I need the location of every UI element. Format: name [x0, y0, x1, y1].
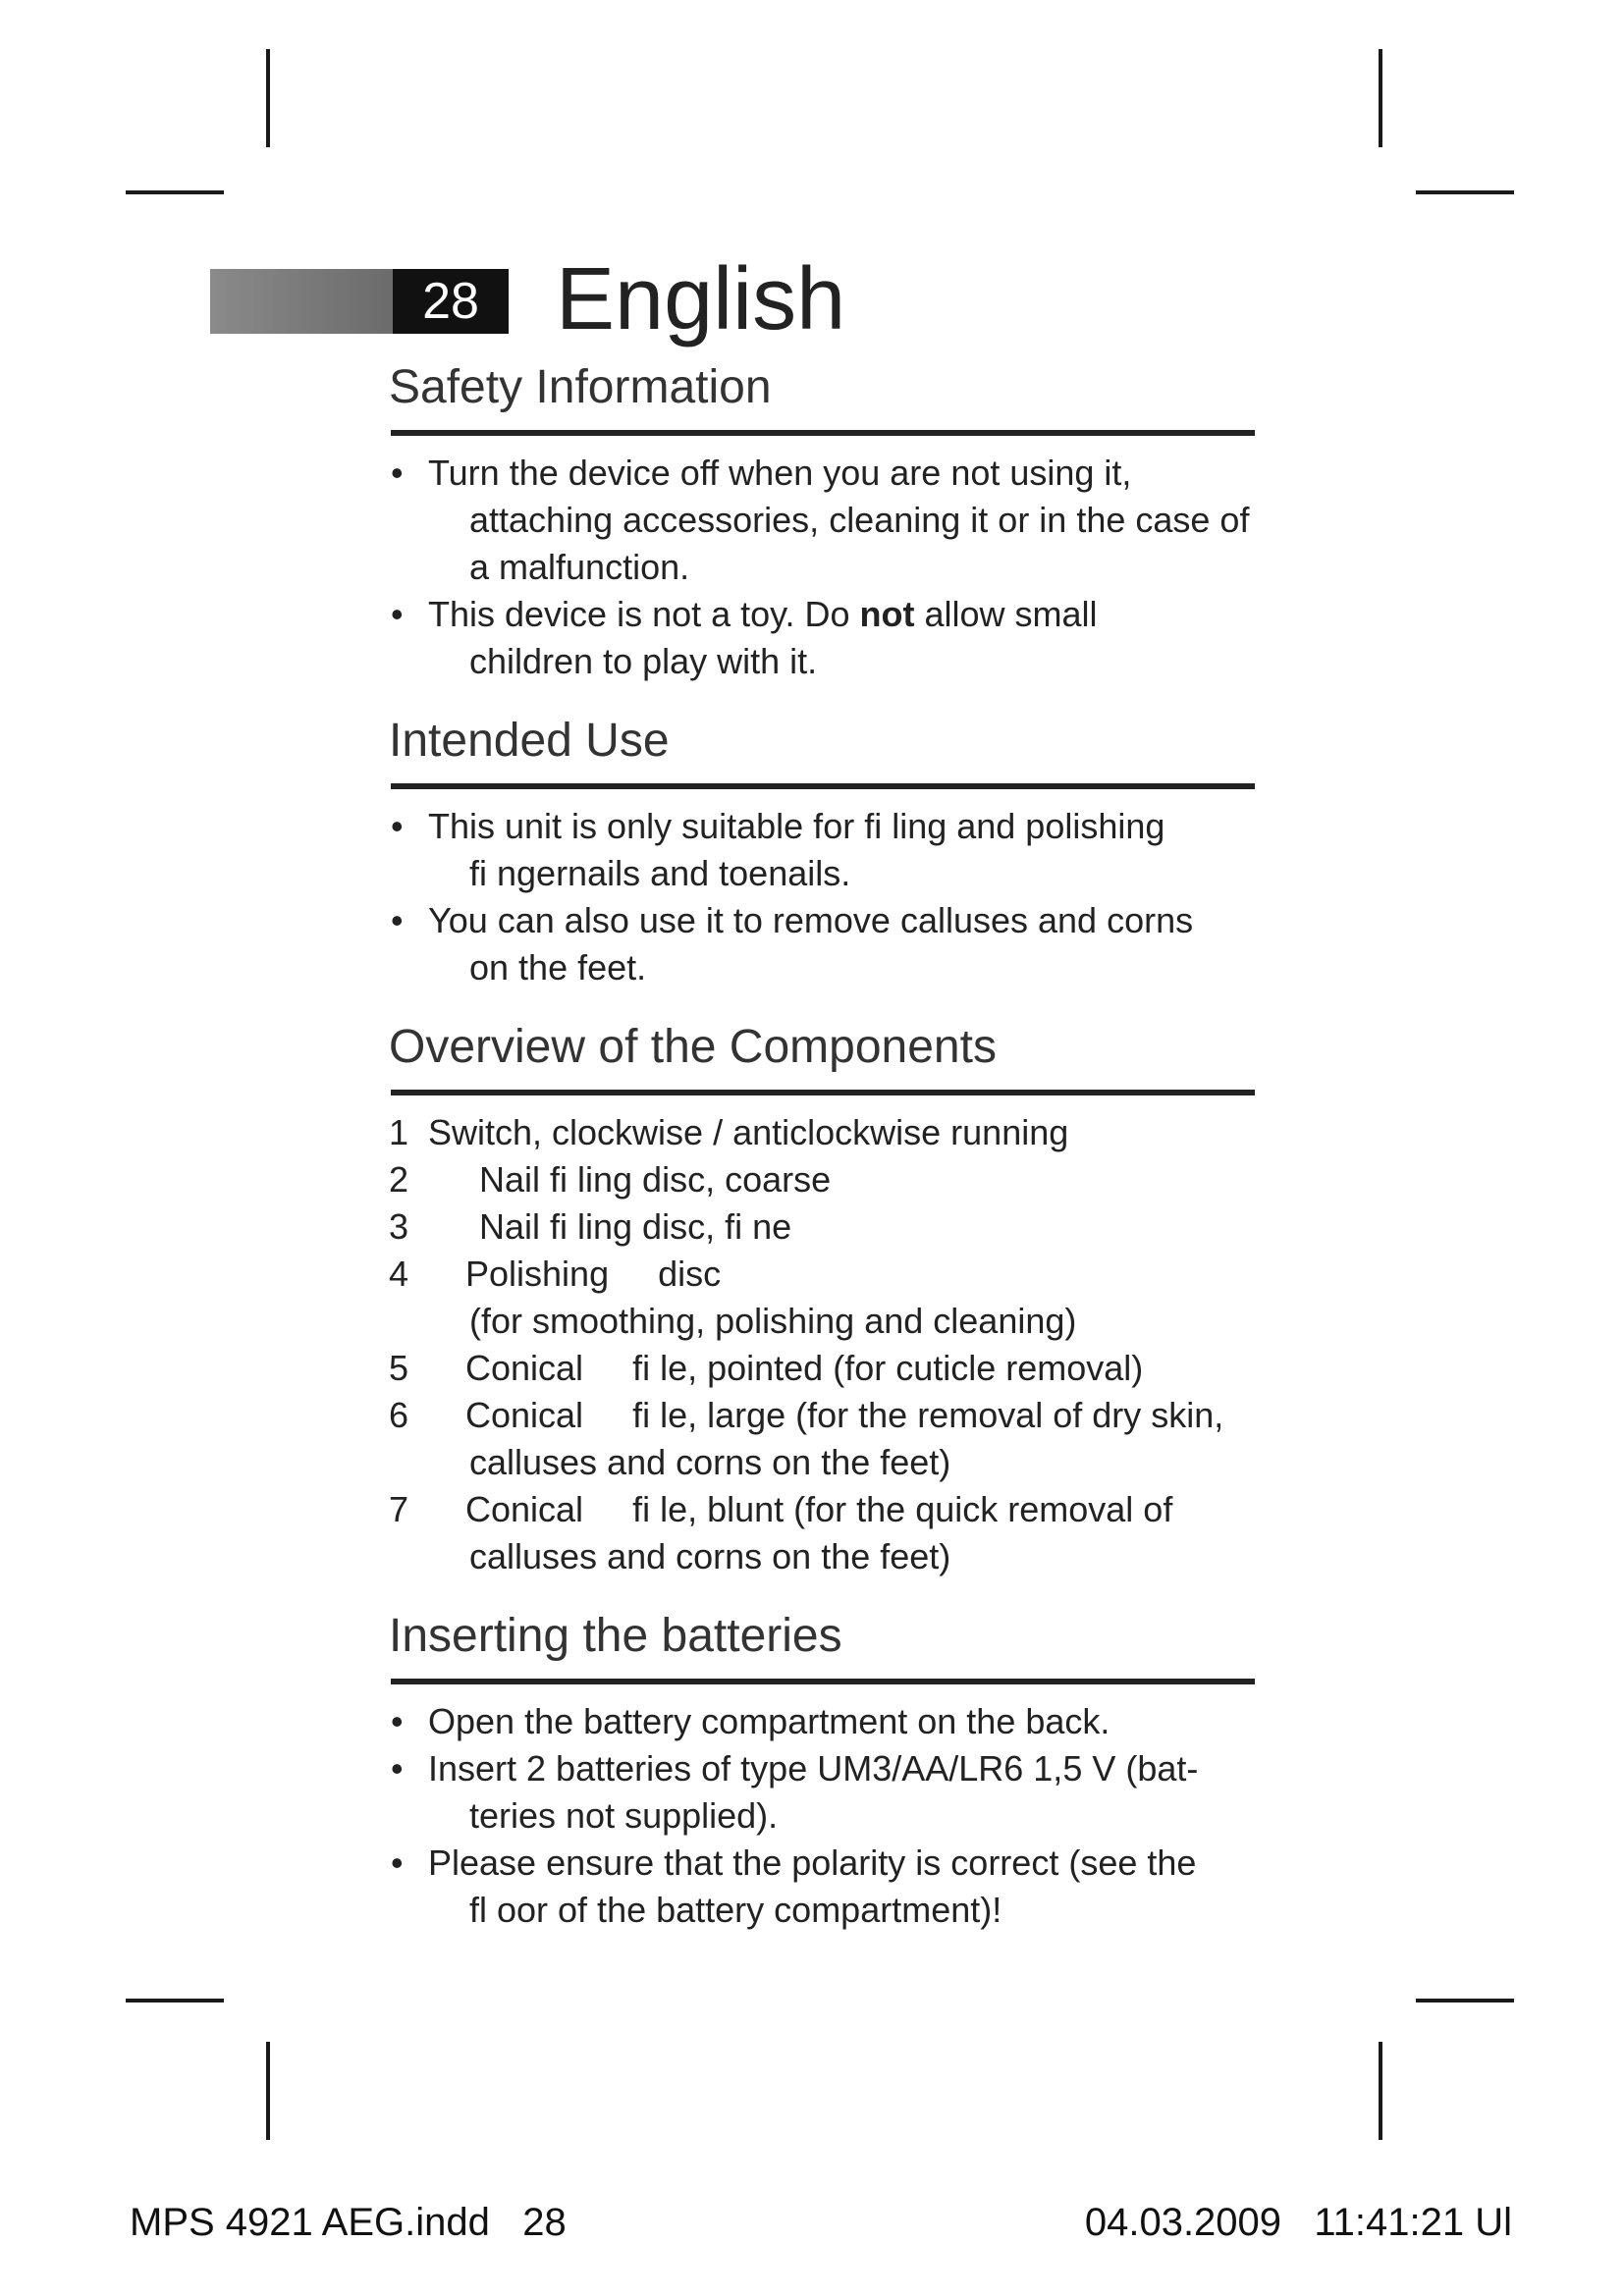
list-item: 3 Nail fi ling disc, fi ne — [387, 1203, 1257, 1251]
item-number: 5 — [389, 1348, 409, 1388]
list-item: 6 Conical fi le, large (for the removal of dry skin, calluses and corns on the feet) — [387, 1392, 1257, 1486]
list-item: • This device is not a toy. Do not allow small children to play with it. — [387, 591, 1257, 685]
section-rule — [391, 783, 1255, 789]
section-heading: Safety Information — [389, 361, 772, 413]
item-number: 6 — [389, 1395, 409, 1435]
item-number: 2 — [389, 1159, 409, 1200]
list-item: • This unit is only suitable for fi ling and polishing fi ngernails and toenails. — [387, 803, 1257, 897]
section-safety-information — [387, 357, 1257, 685]
page-content — [387, 357, 1257, 1934]
bullet-list — [387, 450, 1257, 685]
list-item: 7 Conical fi le, blunt (for the quick removal of calluses and corns on the feet) — [387, 1486, 1257, 1580]
bullet-icon: • — [391, 594, 404, 634]
list-item: • Please ensure that the polarity is correct (see the fl oor of the battery compartment)! — [387, 1840, 1257, 1934]
item-number: 3 — [389, 1206, 409, 1247]
list-item: • You can also use it to remove calluses and corns on the feet. — [387, 897, 1257, 991]
section-rule — [391, 430, 1255, 436]
list-item: 1 Switch, clockwise / anticlockwise running — [387, 1109, 1257, 1156]
crop-mark-top-right-vertical — [1379, 49, 1382, 147]
emphasis-not: not — [859, 594, 915, 634]
crop-mark-bottom-right-horizontal — [1416, 1999, 1514, 2002]
section-inserting-batteries — [387, 1606, 1257, 1934]
crop-mark-bottom-right-vertical — [1379, 2042, 1382, 2140]
crop-mark-bottom-left-vertical — [266, 2042, 270, 2140]
list-item: • Open the battery compartment on the back. — [387, 1698, 1257, 1745]
item-number: 4 — [389, 1254, 409, 1294]
section-rule — [391, 1679, 1255, 1684]
crop-mark-top-left-vertical — [266, 49, 270, 147]
section-heading: Overview of the Components — [389, 1021, 997, 1073]
bullet-icon: • — [391, 453, 404, 493]
page-number-badge: 28 — [393, 269, 509, 334]
section-heading: Inserting the batteries — [389, 1610, 842, 1662]
section-rule — [391, 1090, 1255, 1095]
list-item: 4 Polishing disc (for smoothing, polishing and cleaning) — [387, 1251, 1257, 1345]
bullet-icon: • — [391, 1748, 404, 1789]
crop-mark-bottom-left-horizontal — [126, 1999, 224, 2002]
list-item: • Insert 2 batteries of type UM3/AA/LR6 1,5 V (bat- teries not supplied). — [387, 1745, 1257, 1840]
bullet-list — [387, 803, 1257, 991]
components-list — [387, 1109, 1257, 1580]
list-item: 5 Conical fi le, pointed (for cuticle removal) — [387, 1345, 1257, 1392]
header-gradient-bar — [210, 269, 395, 334]
bullet-icon: • — [391, 900, 404, 940]
page-title: English — [556, 250, 846, 348]
footer-file-info: MPS 4921 AEG.indd 28 — [130, 2201, 567, 2244]
section-overview-components — [387, 1017, 1257, 1580]
crop-mark-top-right-horizontal — [1416, 190, 1514, 194]
section-heading: Intended Use — [389, 715, 670, 767]
crop-mark-top-left-horizontal — [126, 190, 224, 194]
list-item: 2 Nail fi ling disc, coarse — [387, 1156, 1257, 1203]
item-number: 1 — [389, 1112, 409, 1152]
footer-timestamp: 04.03.2009 11:41:21 Ul — [1084, 2201, 1512, 2244]
section-intended-use — [387, 711, 1257, 991]
bullet-icon: • — [391, 1701, 404, 1741]
bullet-icon: • — [391, 1842, 404, 1883]
bullet-list — [387, 1698, 1257, 1934]
item-number: 7 — [389, 1489, 409, 1529]
list-item: • Turn the device off when you are not using it, attaching accessories, cleaning it or in the case of a malfunction. — [387, 450, 1257, 591]
bullet-icon: • — [391, 806, 404, 846]
